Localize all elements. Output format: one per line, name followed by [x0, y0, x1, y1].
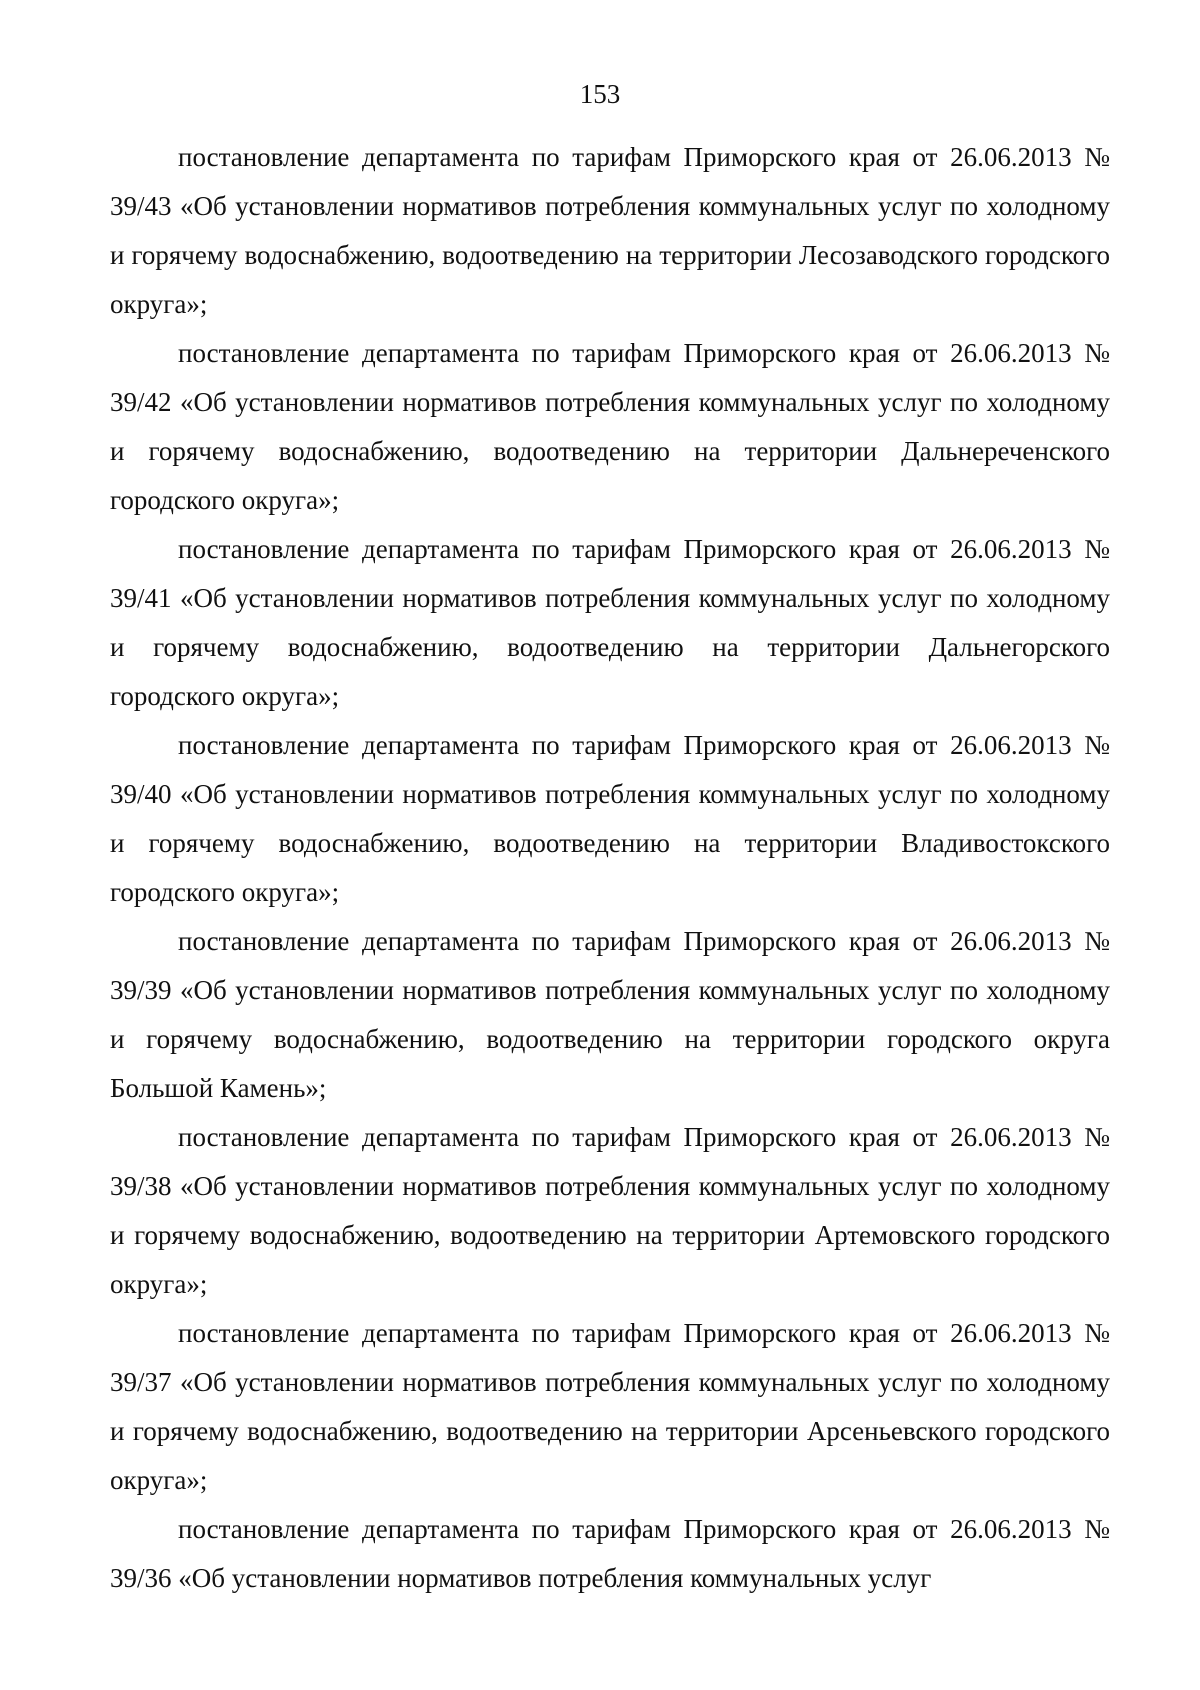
paragraph-resolution-39-43: постановление департамента по тарифам Приморского края от 26.06.2013 № 39/43 «Об установлении нормативов потребления коммунальных услуг по холодному и горячему водоснабжению, водоотведению на территории Лесозаводского городского округа»;: [110, 142, 1110, 319]
paragraph-resolution-39-37: постановление департамента по тарифам Приморского края от 26.06.2013 № 39/37 «Об установлении нормативов потребления коммунальных услуг по холодному и горячему водоснабжению, водоотведению на территории Арсеньевского городского округа»;: [110, 1318, 1110, 1495]
paragraph-resolution-39-41: постановление департамента по тарифам Приморского края от 26.06.2013 № 39/41 «Об установлении нормативов потребления коммунальных услуг по холодному и горячему водоснабжению, водоотведению на территории Дальнегорского городского округа»;: [110, 534, 1110, 711]
paragraph-resolution-39-36: постановление департамента по тарифам Приморского края от 26.06.2013 № 39/36 «Об установлении нормативов потребления коммунальных услуг: [110, 1514, 1110, 1593]
paragraph-resolution-39-40: постановление департамента по тарифам Приморского края от 26.06.2013 № 39/40 «Об установлении нормативов потребления коммунальных услуг по холодному и горячему водоснабжению, водоотведению на территории Владивостокского городского округа»;: [110, 730, 1110, 907]
paragraph-resolution-39-39: постановление департамента по тарифам Приморского края от 26.06.2013 № 39/39 «Об установлении нормативов потребления коммунальных услуг по холодному и горячему водоснабжению, водоотведению на территории городского округа Большой Камень»;: [110, 926, 1110, 1103]
document-body: [110, 133, 1110, 1603]
paragraph-resolution-39-38: постановление департамента по тарифам Приморского края от 26.06.2013 № 39/38 «Об установлении нормативов потребления коммунальных услуг по холодному и горячему водоснабжению, водоотведению на территории Артемовского городского округа»;: [110, 1122, 1110, 1299]
page-number: 153: [579, 79, 621, 109]
paragraph-resolution-39-42: постановление департамента по тарифам Приморского края от 26.06.2013 № 39/42 «Об установлении нормативов потребления коммунальных услуг по холодному и горячему водоснабжению, водоотведению на территории Дальнереченского городского округа»;: [110, 338, 1110, 515]
